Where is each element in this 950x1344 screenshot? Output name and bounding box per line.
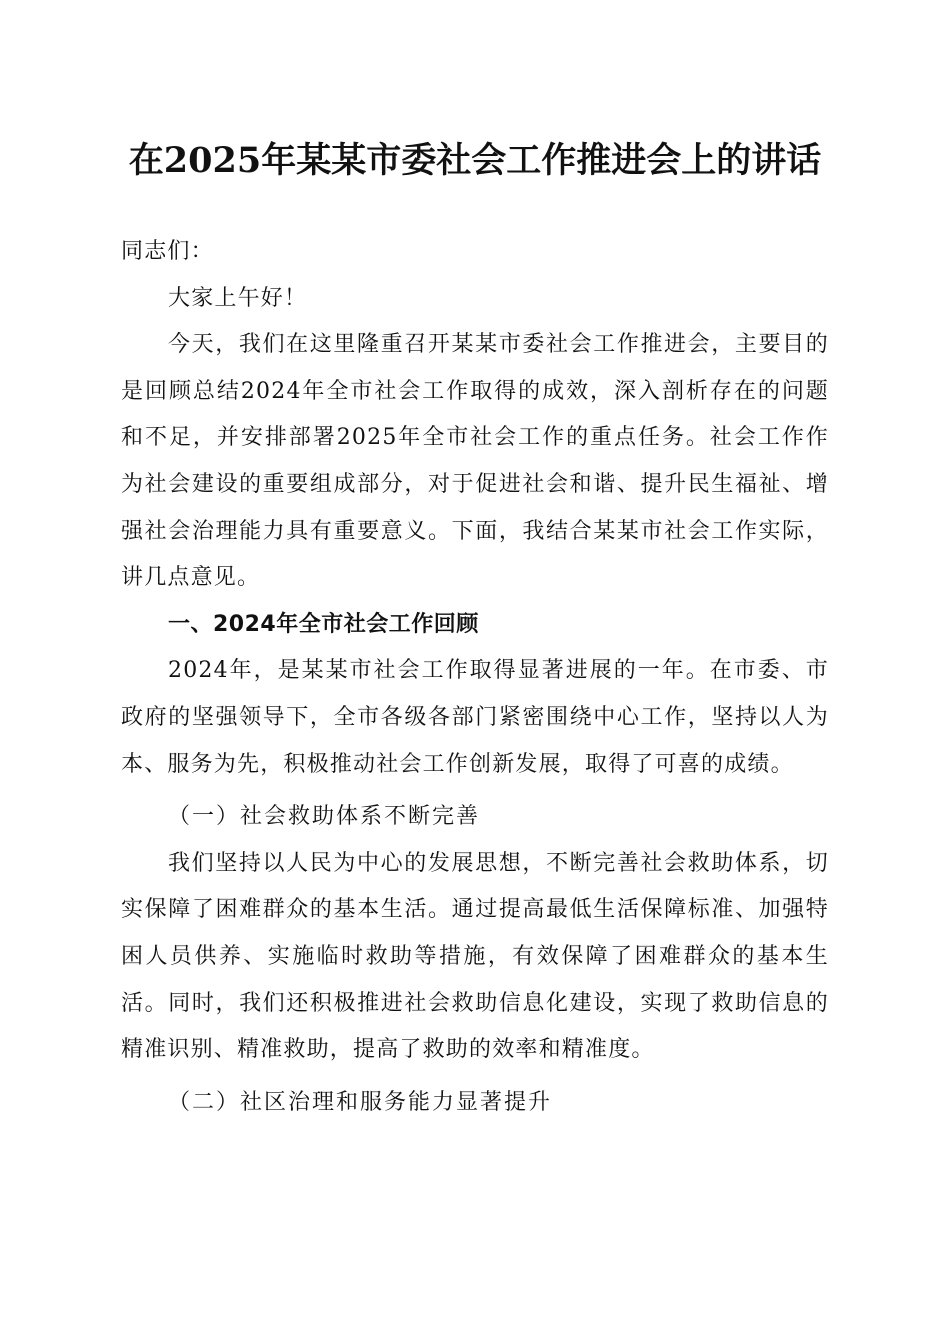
document-body [121, 229, 829, 1126]
section-1-paragraph: 2024年，是某某市社会工作取得显著进展的一年。在市委、市政府的坚强领导下，全市各级各部门紧密围绕中心工作，坚持以人为本、服务为先，积极推动社会工作创新发展，取得了可喜的成绩。 [121, 658, 829, 777]
document-title: 在2025年某某市委社会工作推进会上的讲话 [128, 140, 822, 181]
subsection-2-heading: （二）社区治理和服务能力显著提升 [168, 1089, 553, 1115]
greeting: 大家上午好！ [168, 285, 308, 311]
salutation: 同志们： [121, 239, 214, 264]
subsection-1-heading: （一）社会救助体系不断完善 [168, 804, 481, 830]
intro-paragraph: 今天，我们在这里隆重召开某某市委社会工作推进会，主要目的是回顾总结2024年全市社会工作取得的成效，深入剖析存在的问题和不足，并安排部署2025年全市社会工作的重点任务。社会工作作为社会建设的重要组成部分，对于促进社会和谐、提升民生福祉、增强社会治理能力具有重要意义。下面，我结合某某市社会工作实际，讲几点意见。 [121, 332, 829, 591]
section-1-heading: 一、2024年全市社会工作回顾 [168, 611, 479, 637]
subsection-1-paragraph: 我们坚持以人民为中心的发展思想，不断完善社会救助体系，切实保障了困难群众的基本生活。通过提高最低生活保障标准、加强特困人员供养、实施临时救助等措施，有效保障了困难群众的基本生活。同时，我们还积极推进社会救助信息化建设，实现了救助信息的精准识别、精准救助，提高了救助的效率和精准度。 [121, 850, 829, 1063]
